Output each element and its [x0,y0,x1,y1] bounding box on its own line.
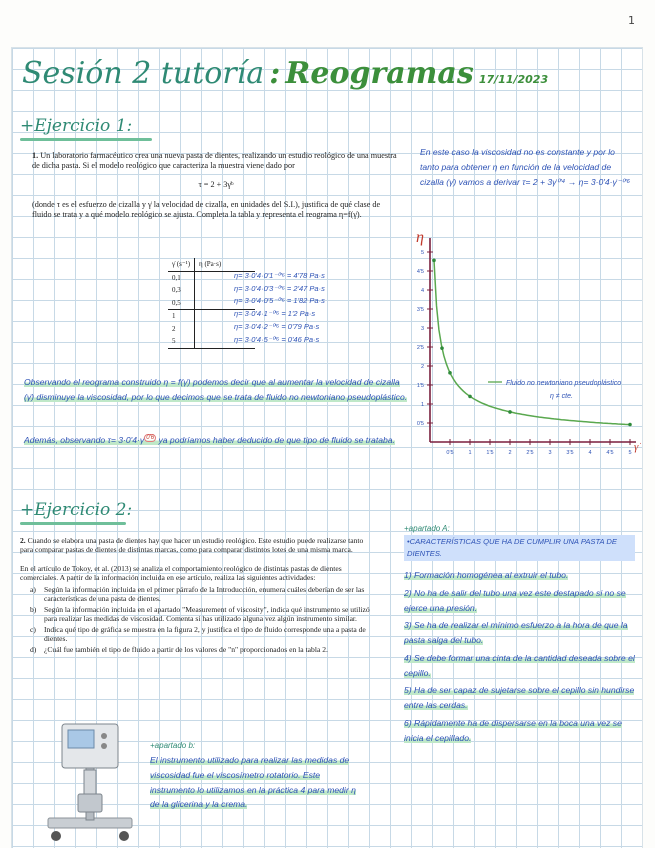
data-point [508,410,512,414]
apartado-a-header: •CARACTERÍSTICAS QUE HA DE CUMPLIR UNA PASTA DE DIENTES. [404,535,635,561]
x-axis-label: γ̇ [634,441,639,453]
activity-text: Indica qué tipo de gráfica se muestra en la figura 2, y justifica el tipo de fluido corresponde una a pasta de dientes. [44,624,366,644]
activity-item [20,645,376,654]
y-tick-label: 2'5 [416,345,424,351]
observation-paragraph-2 [24,433,409,448]
apartado-a-list [404,568,636,749]
characteristic-item [404,568,636,583]
x-tick-label: 4'5 [606,450,614,456]
exercise1-heading: +Ejercicio 1: [20,116,133,136]
activity-letter: b) [30,604,37,614]
exercise2-paragraph2: En el artículo de Tokoy, et al. (2013) se analiza el comportamiento reológico de distintas pastas de dientes comerciales. A partir de la información incluida en ese artículo, realiza las siguientes actividades: [20,563,342,583]
characteristic-text: 4) Se debe formar una cinta de la cantidad deseada sobre el cepillo. [404,652,635,678]
data-point [448,371,452,375]
x-tick-label: 5 [628,450,632,456]
characteristic-text: 5) Ha de ser capaz de sujetarse sobre el cepillo sin hundirse entre las cerdas. [404,685,635,711]
y-axis-label: η [416,229,424,246]
observation-text: Observando el reograma construido η = f(γ̇) podemos decir que al aumentar la velocidad de cizalla (γ̇) disminuye la viscosidad, por lo que decimos que se trata de fluido no newtoniano pseudoplástico. [24,377,408,402]
y-tick-label: 5 [420,250,424,256]
curve-sublabel: η ≠ cte. [550,393,573,400]
characteristic-item [404,651,636,681]
exercise2-underline [20,522,126,525]
table-cell-shear: 1 [168,310,195,323]
data-point [440,346,444,350]
exercise2-heading: +Ejercicio 2: [20,500,133,520]
table-header-shear: γ̇ (s⁻¹) [168,258,195,271]
y-tick-label: 2 [420,364,424,370]
table-cell-shear: 2 [168,323,195,336]
x-tick-label: 2'5 [526,450,534,456]
activity-letter: a) [30,584,36,594]
title-date: 17/11/2023 [478,73,549,86]
apartado-b-label: +apartado b: [150,741,196,750]
activity-letter: c) [30,624,36,634]
characteristic-text: 3) Se ha de realizar el mínimo esfuerzo a la hora de que la pasta salga del tubo. [404,620,628,646]
x-tick-label: 0'5 [446,450,454,456]
y-tick-label: 1'5 [416,383,424,389]
x-tick-label: 2 [508,450,512,456]
derivation-note: En este caso la viscosidad no es constante y por lo tanto para obtener η en función de la velocidad de cizalla (γ̇) vamos a derivar τ= 2 + 3γ̇⁰'⁴ → η= 3·0'4·γ̇⁻⁰'⁶ [420,147,631,188]
x-tick-label: 4 [588,450,592,456]
rheogram-chart [396,220,641,470]
y-tick-label: 3'5 [416,307,424,313]
viscosity-calc-line: η= 3·0'4·1⁻⁰'⁶ = 1'2 Pa·s [234,309,316,319]
characteristic-item [404,716,636,746]
y-tick-label: 4 [420,288,424,294]
characteristic-item [404,683,636,713]
table-header-viscosity: η (Pa·s) [199,260,222,269]
data-point [628,423,632,427]
exercise1-equation: τ = 2 + 3γ̇ᵇ [198,179,234,189]
x-tick-label: 1'5 [486,450,494,456]
y-tick-label: 4'5 [416,269,424,275]
apartado-b-answer: El instrumento utilizado para realizar las medidas de viscosidad fue el viscosímetro rotatorio. Este instrumento lo utilizamos en la práctica 4 para medir η de la glicerina y la crema. [150,755,356,810]
characteristic-item [404,586,636,616]
exercise2-statement [20,536,376,654]
characteristic-text: 2) No ha de salir del tubo una vez este destapado si no se ejerce una presión. [404,587,626,613]
y-tick-label: 1 [420,402,424,408]
activity-item [20,625,376,644]
exercise2-paragraph1: Cuando se elabora una pasta de dientes hay que hacer un estudio reológico. Este estudio puede realizarse tanto para comparar pastas de dientes de distintas marcas, como para comparar distintos lotes de una misma marca. [20,536,364,555]
data-point [432,259,436,263]
activity-text: Según la información incluida en el primer párrafo de la Introducción, enumera cuáles deberían de ser las características de una pasta de dientes. [44,584,365,604]
exercise1-underline [20,138,152,141]
characteristic-text: 1) Formación homogénea al extruir el tubo. [404,570,569,580]
exercise1-text: Un laboratorio farmacéutico crea una nueva pasta de dientes, realizando un estudio reológico de una muestra de dicha pasta. Si el modelo reológico que caracteriza la muestra viene dado por [32,151,397,171]
exercise1-number: 1. [32,151,39,160]
table-cell-shear: 5 [168,335,195,348]
data-point [468,395,472,399]
viscosity-calc-line: η= 3·0'4·5⁻⁰'⁶ = 0'46 Pa·s [234,334,320,344]
x-tick-label: 3'5 [566,450,574,456]
observation2-exponent: 0'6 [146,435,155,442]
x-tick-label: 1 [468,450,472,456]
exercise1-statement [32,151,400,220]
notebook-page [12,48,642,848]
exercise2-number: 2. [20,536,26,545]
table-cell-shear: 0,5 [168,297,195,310]
y-tick-label: 0'5 [416,421,424,427]
viscosity-calc-line: η= 3·0'4·0'1⁻⁰'⁶ = 4'78 Pa·s [234,271,325,280]
activity-text: ¿Cuál fue también el tipo de fluido a partir de los valores de "n" proporcionados en la tabla 2. [44,644,328,654]
exercise1-text2: (donde τ es el esfuerzo de cizalla y γ̇ la velocidad de cizalla, en unidades del S.I.), justifica de qué clase de fluido se trata y a qué modelo reológico se ajusta. Completa la tabla y representa el reograma η=f(γ̇). [32,199,381,219]
viscosity-calc-line: η= 3·0'4·2⁻⁰'⁶ = 0'79 Pa·s [234,321,320,331]
activity-letter: d) [30,644,37,654]
activity-item [20,585,376,604]
observation-paragraph [24,375,409,405]
exercise2-activities [20,585,376,654]
page-title [22,56,548,91]
viscosity-calculations [234,270,325,346]
y-tick-label: 3 [420,326,424,332]
observation2-part2: ya podríamos haber deducido de que tipo de fluido se trataba. [158,435,395,445]
title-topic: Reogramas [285,56,474,91]
viscosity-calc-line: η= 3·0'4·0'5⁻⁰'⁶ = 1'82 Pa·s [234,296,325,306]
apartado-b-text [150,753,365,812]
title-colon: : [269,56,281,91]
activity-text: Según la información incluida en el apartado "Measurement of viscosity", indica qué instrumento se utilizó para realizar las medidas de viscosidad. Comenta si has utilizado alguna vez algún instrumento similar. [44,604,370,624]
activity-item [20,605,376,624]
x-tick-label: 3 [548,450,552,456]
characteristic-item [404,618,636,648]
apartado-a-label: +apartado A: [404,524,450,533]
viscosity-calc-line: η= 3·0'4·0'3⁻⁰'⁶ = 2'47 Pa·s [234,283,325,293]
rheometer-image [40,718,140,846]
table-cell-shear: 0,1 [168,271,195,284]
series-line [434,261,630,425]
curve-label: Fluido no newtoniano pseudoplástico [506,380,622,387]
characteristic-text: 6) Rápidamente ha de dispersarse en la boca una vez se inicia el cepillado. [404,718,622,743]
table-cell-shear: 0,3 [168,284,195,297]
page-number: 1 [628,14,635,27]
observation2-part1: Además, observando τ= 3·0'4·γ̇ [24,435,145,445]
title-session: Sesión 2 tutoría [22,56,265,91]
